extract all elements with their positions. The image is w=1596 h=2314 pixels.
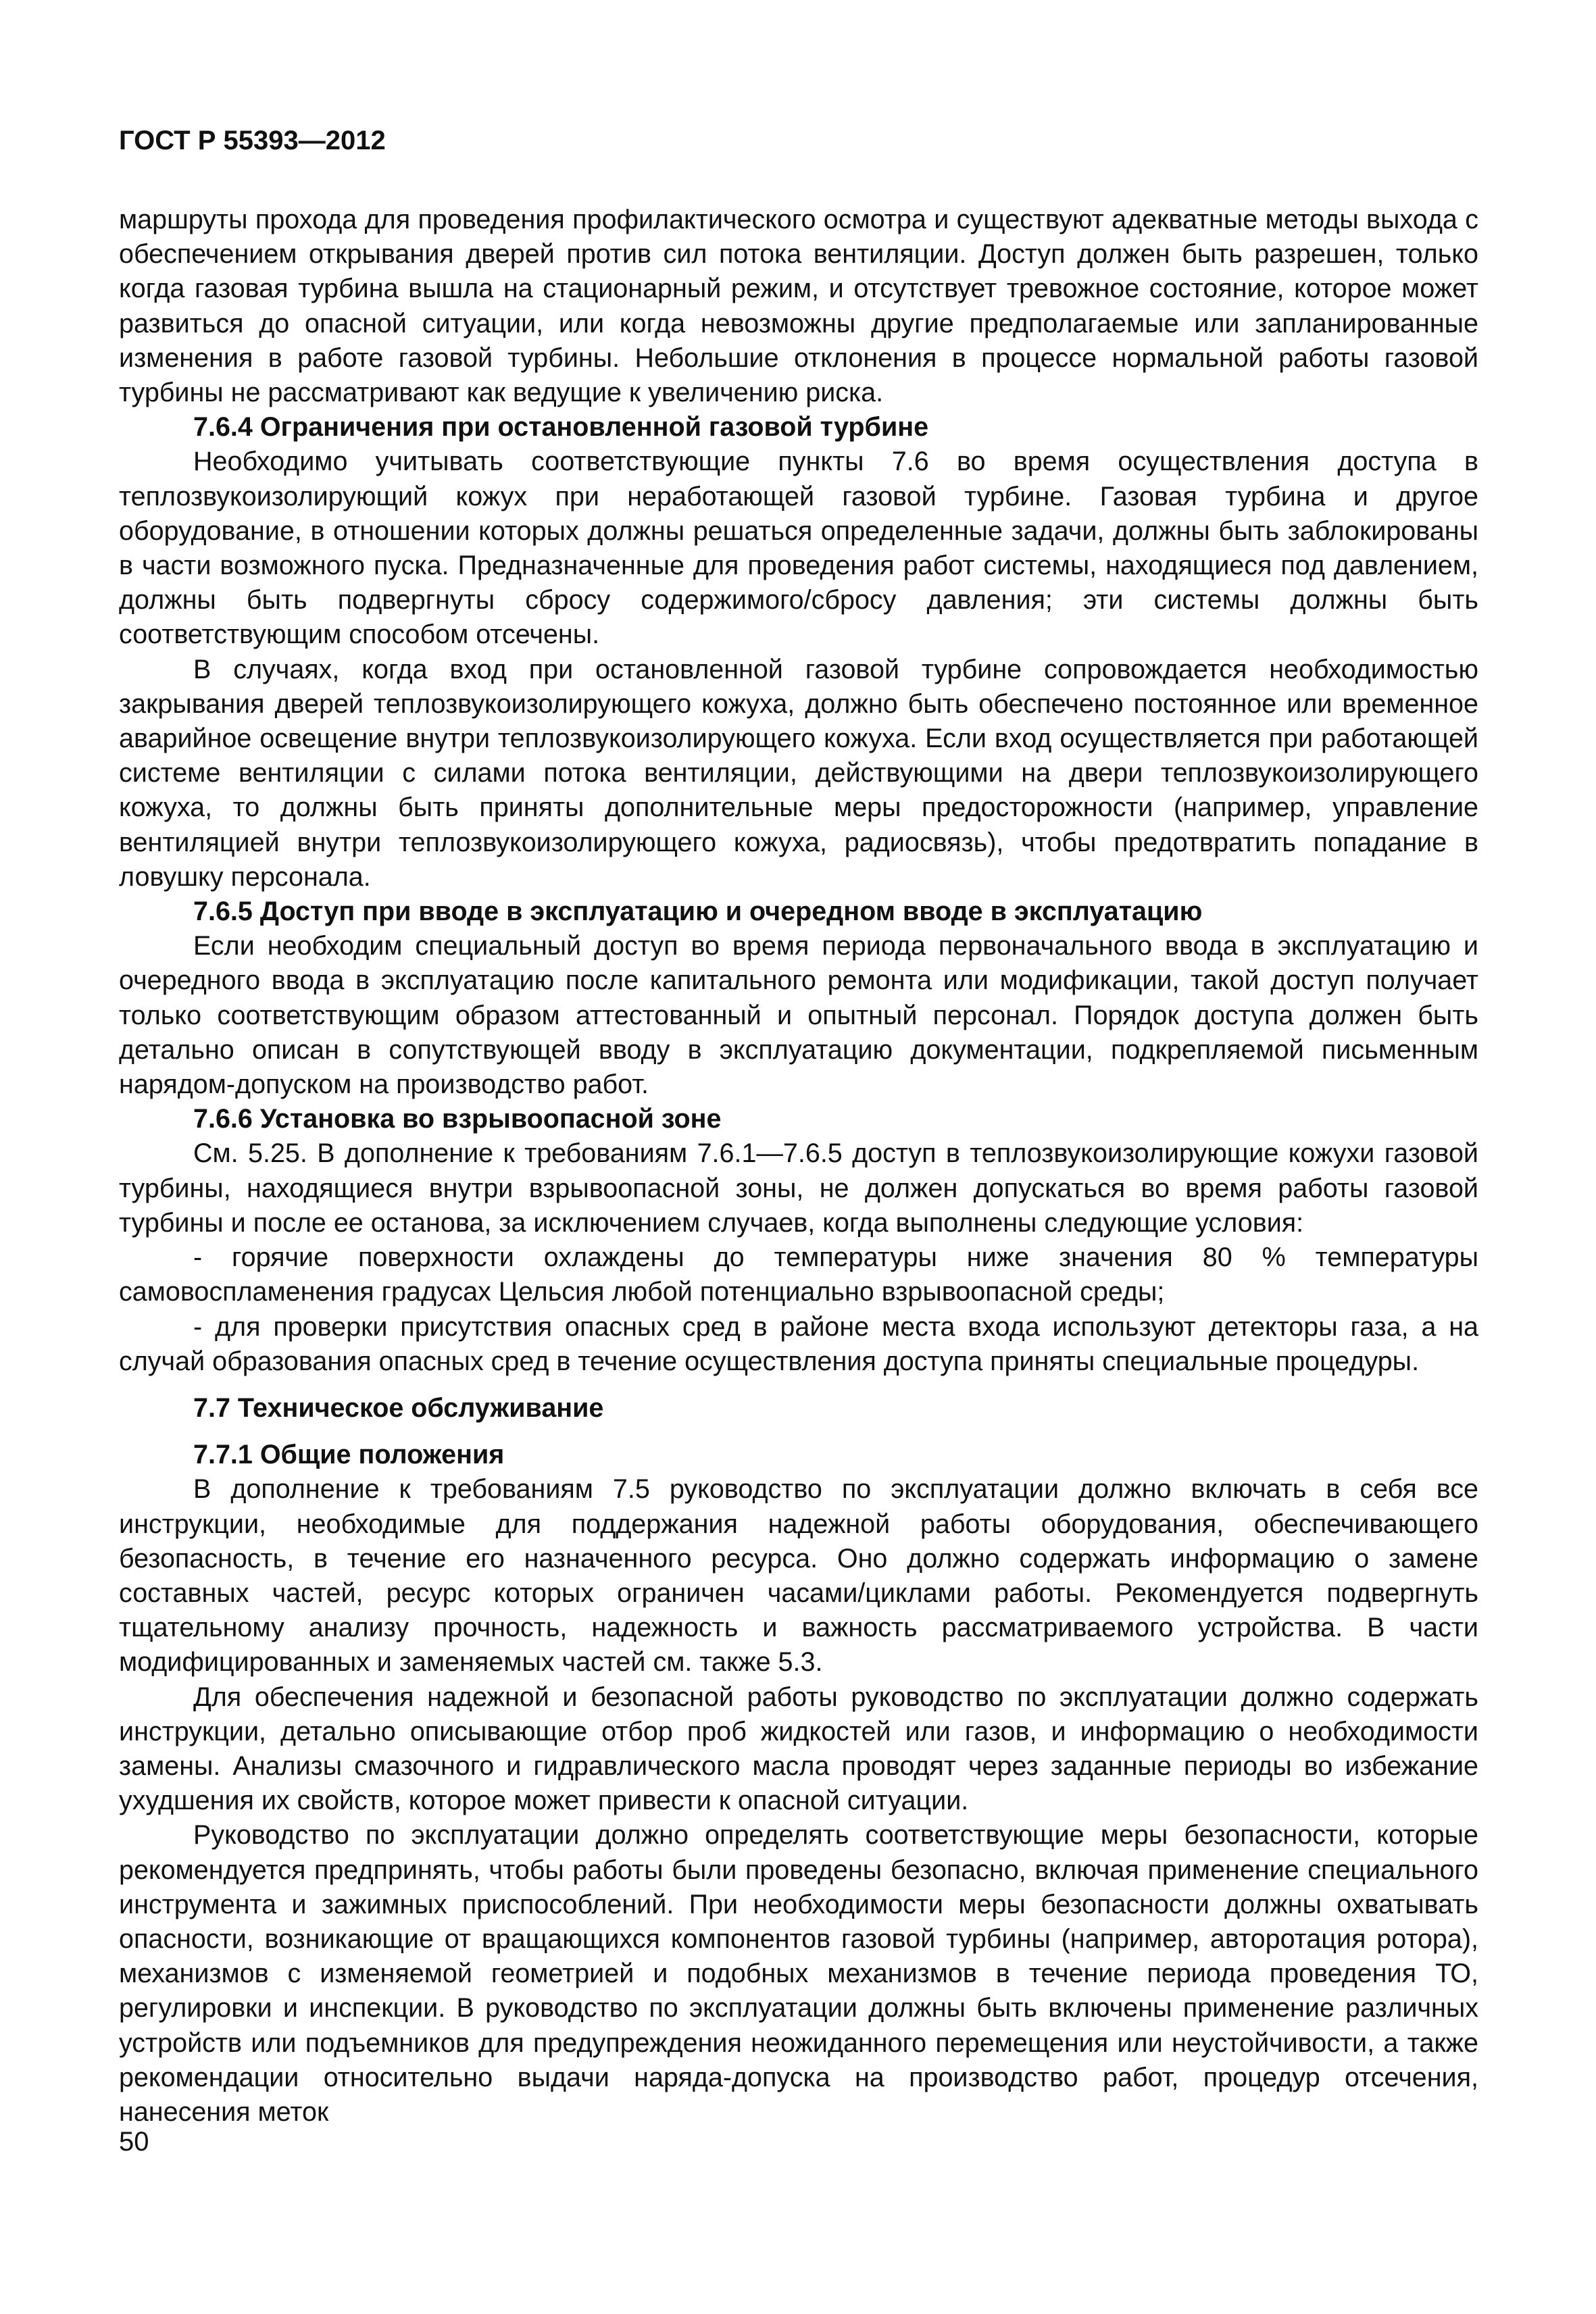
section-heading-7-7-1: 7.7.1 Общие положения xyxy=(193,1440,505,1470)
section-heading-7-6-4: 7.6.4 Ограничения при остановленной газовой турбине xyxy=(193,412,929,443)
paragraph-7-6-4-2: В случаях, когда вход при остановленной газовой турбине сопровождается необходимостью закрывания дверей теплозвукоизолирующего кожуха, должно быть обеспечено постоянное или временное аварийное освещение внутри теплозвукоизолирующего кожуха. Если вход осуществляется при работающей системе вентиляции с силами потока вентиляции, действующими на двери теплозвукоизолирующего кожуха, то должны быть приняты дополнительные меры предосторожности (например, управление вентиляцией внутри теплозвукоизолирующего кожуха, радиосвязь), чтобы предотвратить попадание в ловушку персонала. xyxy=(119,654,1478,892)
paragraph-7-6-6-1: См. 5.25. В дополнение к требованиям 7.6.1—7.6.5 доступ в теплозвукоизолирующие кожухи газовой турбины, находящиеся внутри взрывоопасной зоны, не должен допускаться во время работы газовой турбины и после ее останова, за исключением случаев, когда выполнены следующие условия: xyxy=(119,1138,1478,1238)
section-heading-7-6-5: 7.6.5 Доступ при вводе в эксплуатацию и очередном вводе в эксплуатацию xyxy=(193,897,1203,927)
paragraph-continued: маршруты прохода для проведения профилактического осмотра и существуют адекватные методы выхода с обеспечением открывания дверей против сил потока вентиляции. Доступ должен быть разрешен, только когда газовая турбина вышла на стационарный режим, и отсутствует тревожное состояние, которое может развиться до опасной ситуации, или когда невозможны другие предполагаемые или запланированные изменения в работе газовой турбины. Небольшие отклонения в процессе нормальной работы газовой турбины не рассматривают как ведущие к увеличению риска. xyxy=(119,205,1478,408)
paragraph-7-7-1-3: Руководство по эксплуатации должно определять соответствующие меры безопасности, которые рекомендуется предпринять, чтобы работы были проведены безопасно, включая применение специального инструмента и зажимных приспособлений. При необходимости меры безопасности должны охватывать опасности, возникающие от вращающихся компонентов газовой турбины (например, авторотация ротора), механизмов с изменяемой геометрией и подобных механизмов в течение периода проведения ТО, регулировки и инспекции. В руководство по эксплуатации должны быть включены применение различных устройств или подъемников для предупреждения неожиданного перемещения или неустойчивости, а также рекомендации относительно выдачи наряда-допуска на производство работ, процедур отсечения, нанесения меток xyxy=(119,1820,1478,2127)
section-heading-7-7: 7.7 Техническое обслуживание xyxy=(193,1392,604,1423)
document-header: ГОСТ Р 55393—2012 xyxy=(119,126,386,155)
paragraph-7-6-6-3: - для проверки присутствия опасных сред в районе места входа используют детекторы газа, а на случай образования опасных сред в течение осуществления доступа приняты специальные процедуры. xyxy=(119,1311,1478,1376)
paragraph-7-6-4-1: Необходимо учитывать соответствующие пункты 7.6 во время осуществления доступа в теплозвукоизолирующий кожух при неработающей газовой турбине. Газовая турбина и другое оборудование, в отношении которых должны решаться определенные задачи, должны быть заблокированы в части возможного пуска. Предназначенные для проведения работ системы, находящиеся под давлением, должны быть подвергнуты сбросу содержимого/сбросу давления; эти системы должны быть соответствующим способом отсечены. xyxy=(119,447,1478,650)
section-heading-7-6-6: 7.6.6 Установка во взрывоопасной зоне xyxy=(193,1104,722,1134)
paragraph-7-7-1-1: В дополнение к требованиям 7.5 руководство по эксплуатации должно включать в себя все инструкции, необходимые для поддержания надежной работы оборудования, обеспечивающего безопасность, в течение его назначенного ресурса. Оно должно содержать информацию о замене составных частей, ресурс которых ограничен часами/циклами работы. Рекомендуется подвергнуть тщательному анализу прочность, надежность и важность рассматриваемого устройства. В части модифицированных и заменяемых частей см. также 5.3. xyxy=(119,1474,1478,1678)
page-number: 50 xyxy=(119,2127,149,2157)
paragraph-7-6-5-1: Если необходим специальный доступ во время периода первоначального ввода в эксплуатацию и очередного ввода в эксплуатацию после капитального ремонта или модификации, такой доступ получает только соответствующим образом аттестованный и опытный персонал. Порядок доступа должен быть детально описан в сопутствующей вводу в эксплуатацию документации, подкрепляемой письменным нарядом-допуском на производство работ. xyxy=(119,931,1478,1100)
paragraph-7-6-6-2: - горячие поверхности охлаждены до температуры ниже значения 80 % температуры самовоспламенения градусах Цельсия любой потенциально взрывоопасной среды; xyxy=(119,1242,1478,1307)
paragraph-7-7-1-2: Для обеспечения надежной и безопасной работы руководство по эксплуатации должно содержать инструкции, детально описывающие отбор проб жидкостей или газов, и информацию о необходимости замены. Анализы смазочного и гидравлического масла проводят через заданные периоды во избежание ухудшения их свойств, которое может привести к опасной ситуации. xyxy=(119,1682,1478,1816)
document-body xyxy=(119,203,1478,2130)
